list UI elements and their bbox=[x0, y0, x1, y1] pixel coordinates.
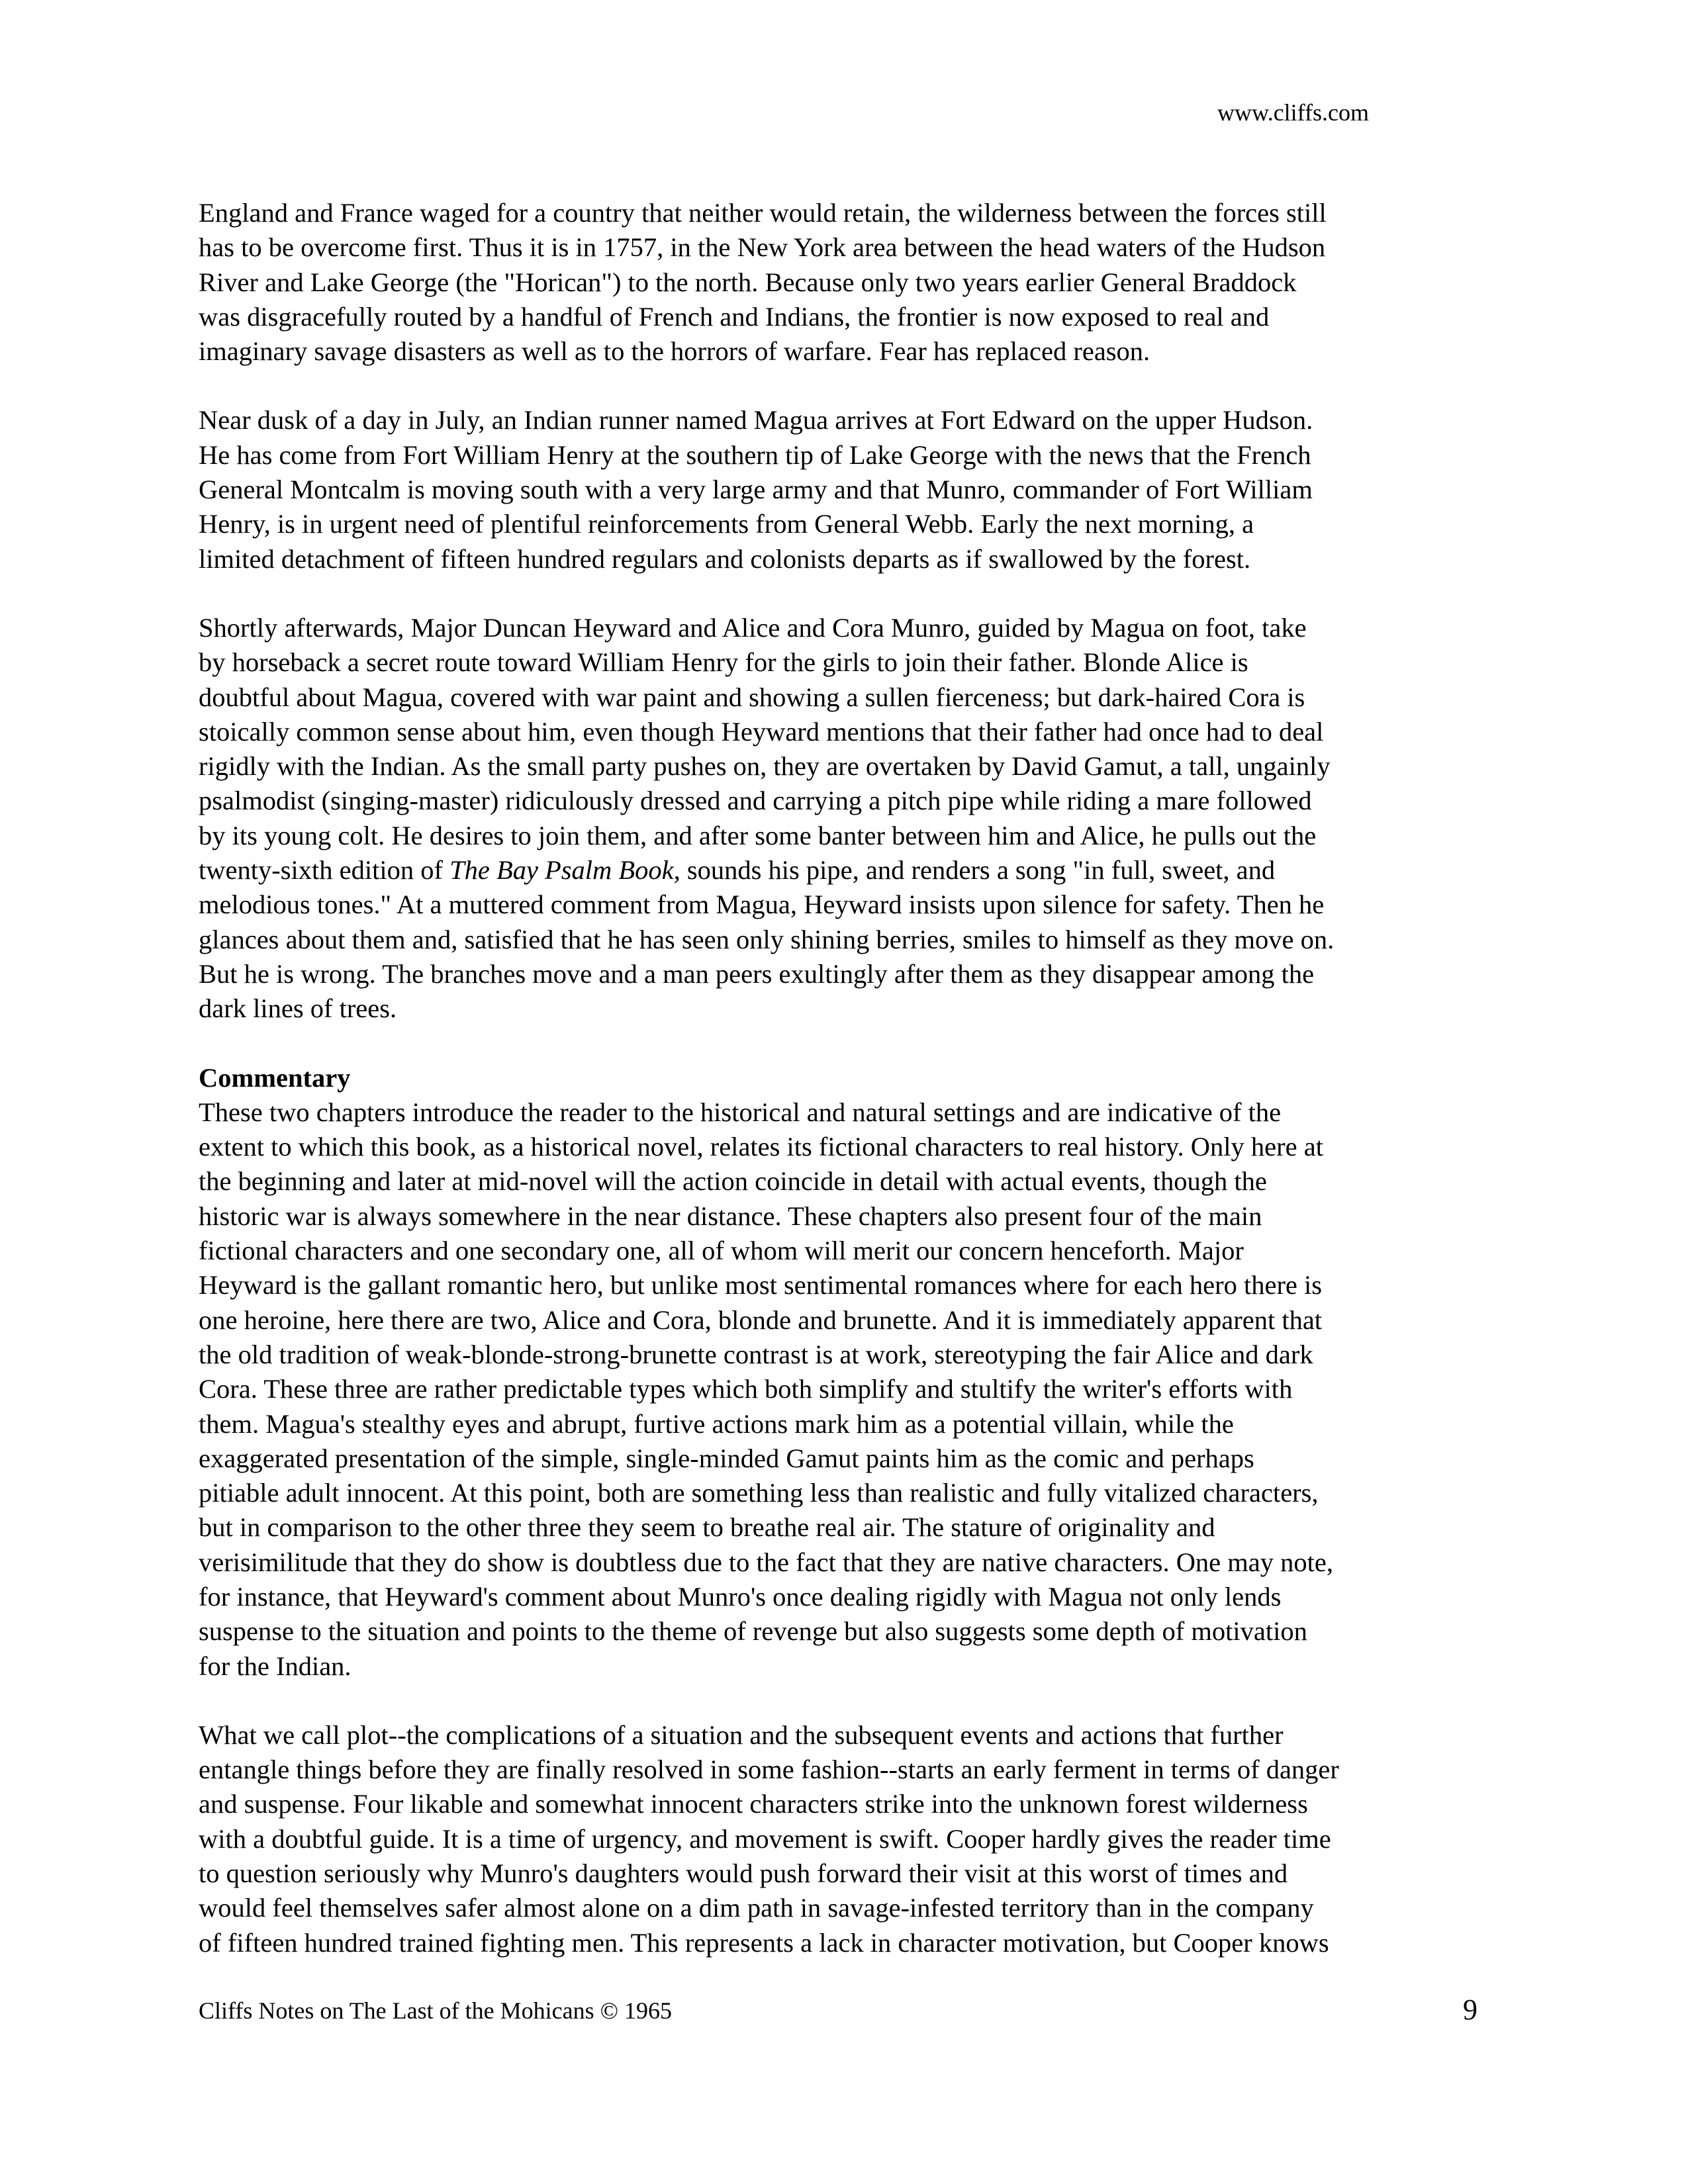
page-number: 9 bbox=[1463, 1993, 1477, 2026]
text-line: to question seriously why Munro's daughters would push forward their visit at this worst of times and bbox=[199, 1858, 1288, 1889]
text-line: psalmodist (singing-master) ridiculously dressed and carrying a pitch pipe while riding a mare followed bbox=[199, 786, 1312, 816]
text-line: the old tradition of weak-blonde-strong-brunette contrast is at work, stereotyping the fair Alice and dark bbox=[199, 1339, 1313, 1369]
book-title: The Bay Psalm Book, bbox=[449, 855, 680, 886]
text-line: them. Magua's stealthy eyes and abrupt, furtive actions mark him as a potential villain, while the bbox=[199, 1408, 1234, 1439]
text-line: was disgracefully routed by a handful of French and Indians, the frontier is now exposed to real and bbox=[199, 301, 1270, 332]
paragraph-3-part-b bbox=[199, 887, 1489, 1026]
footer-title: Cliffs Notes on The Last of the Mohicans © 1965 bbox=[199, 1997, 672, 2024]
text-line: suspense to the situation and points to the theme of revenge but also suggests some depth of motivation bbox=[199, 1616, 1307, 1647]
text-line: glances about them and, satisfied that he has seen only shining berries, smiles to himself as they move on. bbox=[199, 924, 1335, 954]
text-line: dark lines of trees. bbox=[199, 993, 397, 1024]
book-title-line bbox=[199, 853, 1489, 887]
text-line: melodious tones." At a muttered comment from Magua, Heyward insists upon silence for safety. Then he bbox=[199, 889, 1325, 920]
paragraph-1 bbox=[199, 196, 1489, 369]
text-line: Cora. These three are rather predictable types which both simplify and stultify the writer's efforts with bbox=[199, 1374, 1293, 1404]
paragraph-2 bbox=[199, 403, 1489, 576]
book-title-line-after: sounds his pipe, and renders a song "in full, sweet, and bbox=[680, 855, 1276, 886]
text-line: one heroine, here there are two, Alice and Cora, blonde and brunette. And it is immediately apparent that bbox=[199, 1304, 1323, 1335]
text-line: exaggerated presentation of the simple, single-minded Gamut paints him as the comic and perhaps bbox=[199, 1443, 1254, 1473]
text-line: These two chapters introduce the reader to the historical and natural settings and are indicative of the bbox=[199, 1097, 1282, 1127]
text-line: and suspense. Four likable and somewhat innocent characters strike into the unknown forest wilderness bbox=[199, 1789, 1308, 1819]
text-line: England and France waged for a country that neither would retain, the wilderness between the forces still bbox=[199, 198, 1327, 228]
commentary-paragraph bbox=[199, 1095, 1489, 1684]
text-line: historic war is always somewhere in the near distance. These chapters also present four of the main bbox=[199, 1201, 1262, 1231]
text-line: for the Indian. bbox=[199, 1651, 352, 1681]
text-line: extent to which this book, as a historical novel, relates its fictional characters to real history. Only here at bbox=[199, 1132, 1323, 1162]
text-line: imaginary savage disasters as well as to the horrors of warfare. Fear has replaced reason. bbox=[199, 336, 1150, 367]
text-line: entangle things before they are finally resolved in some fashion--starts an early ferment in terms of danger bbox=[199, 1754, 1339, 1785]
text-line: He has come from Fort William Henry at the southern tip of Lake George with the news that the French bbox=[199, 439, 1311, 470]
text-line: limited detachment of fifteen hundred regulars and colonists departs as if swallowed by the forest. bbox=[199, 543, 1251, 574]
text-line: Shortly afterwards, Major Duncan Heyward and Alice and Cora Munro, guided by Magua on foot, take bbox=[199, 612, 1307, 643]
text-line: with a doubtful guide. It is a time of urgency, and movement is swift. Cooper hardly gives the reader time bbox=[199, 1823, 1331, 1854]
text-line: would feel themselves safer almost alone on a dim path in savage-infested territory than in the company bbox=[199, 1893, 1314, 1923]
text-line: fictional characters and one secondary one, all of whom will merit our concern henceforth. Major bbox=[199, 1236, 1244, 1266]
text-line: of fifteen hundred trained fighting men. This represents a lack in character motivation, but Cooper knows bbox=[199, 1927, 1329, 1958]
text-line: but in comparison to the other three they seem to breathe real air. The stature of originality and bbox=[199, 1512, 1215, 1543]
text-line: Near dusk of a day in July, an Indian runner named Magua arrives at Fort Edward on the upper Hudson. bbox=[199, 405, 1313, 435]
text-line: by horseback a secret route toward William Henry for the girls to join their father. Blonde Alice is bbox=[199, 647, 1248, 678]
text-line: has to be overcome first. Thus it is in 1757, in the New York area between the head waters of the Hudson bbox=[199, 232, 1326, 263]
text-line: rigidly with the Indian. As the small party pushes on, they are overtaken by David Gamut, a tall, ungainly bbox=[199, 751, 1331, 782]
text-line: What we call plot--the complications of a situation and the subsequent events and actions that further bbox=[199, 1719, 1284, 1750]
text-line: by its young colt. He desires to join them, and after some banter between him and Alice, he pulls out the bbox=[199, 820, 1317, 850]
paragraph-3 bbox=[199, 611, 1489, 1026]
text-line: the beginning and later at mid-novel will the action coincide in detail with actual events, though the bbox=[199, 1166, 1267, 1197]
text-line: verisimilitude that they do show is doubtless due to the fact that they are native characters. One may note, bbox=[199, 1547, 1333, 1577]
header-url: www.cliffs.com bbox=[1217, 99, 1369, 126]
paragraph-5 bbox=[199, 1718, 1489, 1960]
page-body bbox=[199, 196, 1489, 1960]
text-line: doubtful about Magua, covered with war paint and showing a sullen fierceness; but dark-haired Cora is bbox=[199, 682, 1305, 712]
text-line: stoically common sense about him, even though Heyward mentions that their father had once had to deal bbox=[199, 716, 1324, 747]
text-line: But he is wrong. The branches move and a man peers exultingly after them as they disappear among the bbox=[199, 958, 1315, 989]
commentary-section bbox=[199, 1061, 1489, 1684]
text-line: Henry, is in urgent need of plentiful reinforcements from General Webb. Early the next morning, a bbox=[199, 509, 1254, 539]
text-line: Heyward is the gallant romantic hero, but unlike most sentimental romances where for each hero there is bbox=[199, 1270, 1323, 1300]
text-line: General Montcalm is moving south with a very large army and that Munro, commander of Fort William bbox=[199, 475, 1313, 505]
paragraph-3-part-a bbox=[199, 611, 1489, 853]
commentary-heading: Commentary bbox=[199, 1062, 351, 1093]
book-title-line-before: twenty-sixth edition of bbox=[199, 855, 450, 886]
text-line: River and Lake George (the "Horican") to the north. Because only two years earlier General Braddock bbox=[199, 267, 1297, 297]
text-line: for instance, that Heyward's comment about Munro's once dealing rigidly with Magua not only lends bbox=[199, 1581, 1282, 1612]
text-line: pitiable adult innocent. At this point, both are something less than realistic and fully vitalized characters, bbox=[199, 1478, 1319, 1508]
